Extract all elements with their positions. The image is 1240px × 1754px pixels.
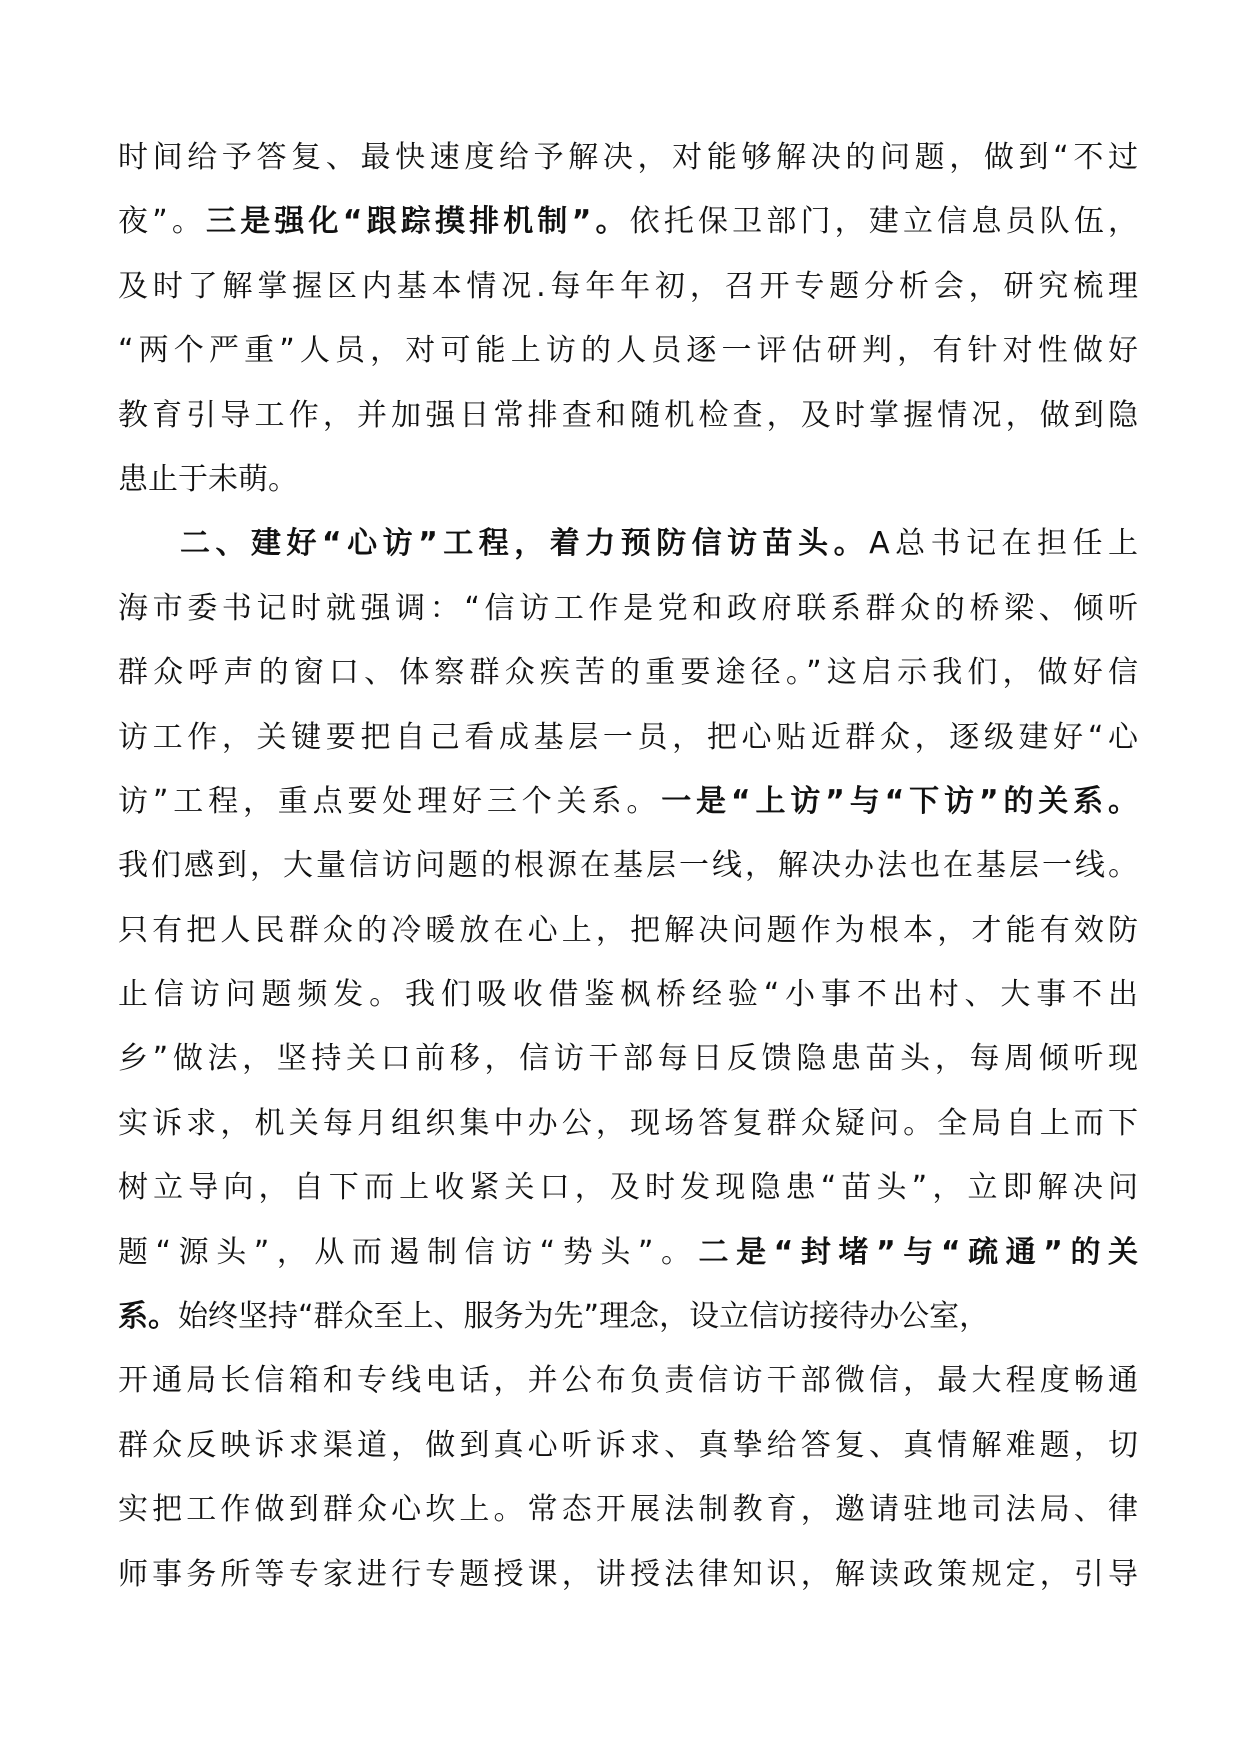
text-line-15 xyxy=(118,1027,1138,1091)
text-run: 止信访问题频发。我们吸收借鉴枫桥经验“小事不出村、大事不出 xyxy=(118,977,1138,1013)
text-line-23 xyxy=(118,1543,1138,1607)
text-run: 题“源头”，从而遏制信访“势头”。 xyxy=(118,1234,699,1270)
bold-heading-run: 一是“上访”与“下访”的关系。 xyxy=(661,783,1138,819)
text-run: 乡”做法，坚持关口前移，信访干部每日反馈隐患苗头，每周倾听现 xyxy=(118,1041,1138,1077)
text-line-10 xyxy=(118,706,1138,770)
text-run: 访工作，关键要把自己看成基层一员，把心贴近群众，逐级建好“心 xyxy=(118,719,1138,755)
text-run: 教育引导工作，并加强日常排查和随机检查，及时掌握情况，做到隐 xyxy=(118,397,1138,433)
text-line-11 xyxy=(118,770,1138,834)
text-run: 我们感到，大量信访问题的根源在基层一线，解决办法也在基层一线。 xyxy=(118,848,1138,884)
text-line-8 xyxy=(118,577,1138,641)
text-run: 患止于未萌。 xyxy=(118,461,298,497)
section-heading: 二、建好“心访”工程，着力预防信访苗头。 xyxy=(180,526,870,562)
text-line-7 xyxy=(118,512,1138,576)
text-run: 师事务所等专家进行专题授课，讲授法律知识，解读政策规定，引导 xyxy=(118,1556,1138,1592)
text-line-19 xyxy=(118,1285,1138,1349)
text-run: 夜”。 xyxy=(118,204,207,240)
text-run: 访”工程，重点要处理好三个关系。 xyxy=(118,783,662,819)
text-line-6 xyxy=(118,448,1138,512)
text-line-14 xyxy=(118,963,1138,1027)
text-run: A总书记在担任上 xyxy=(869,526,1138,562)
text-line-12 xyxy=(118,834,1138,898)
text-run: 及时了解掌握区内基本情况.每年年初，召开专题分析会，研究梳理 xyxy=(118,268,1138,304)
text-line-20 xyxy=(118,1349,1138,1413)
text-line-22 xyxy=(118,1478,1138,1542)
text-line-9 xyxy=(118,641,1138,705)
text-run: 只有把人民群众的冷暖放在心上，把解决问题作为根本，才能有效防 xyxy=(118,912,1138,948)
bold-heading-run: 三是强化“跟踪摸排机制”。 xyxy=(206,204,630,240)
text-run: 实把工作做到群众心坎上。常态开展法制教育，邀请驻地司法局、律 xyxy=(118,1492,1138,1528)
text-run: 依托保卫部门，建立信息员队伍， xyxy=(629,204,1138,240)
text-line-2 xyxy=(118,190,1138,254)
text-line-17 xyxy=(118,1156,1138,1220)
bold-heading-run: 二是“封堵”与“疏通”的关 xyxy=(698,1234,1138,1270)
text-line-5 xyxy=(118,384,1138,448)
text-run: 群众反映诉求渠道，做到真心听诉求、真挚给答复、真情解难题，切 xyxy=(118,1427,1138,1463)
text-run: 树立导向，自下而上收紧关口，及时发现隐患“苗头”，立即解决问 xyxy=(118,1170,1138,1206)
text-line-4 xyxy=(118,319,1138,383)
text-line-13 xyxy=(118,899,1138,963)
text-run: 始终坚持“群众至上、服务为先”理念，设立信访接待办公室， xyxy=(178,1299,990,1335)
text-run: 开通局长信箱和专线电话，并公布负责信访干部微信，最大程度畅通 xyxy=(118,1363,1138,1399)
document-body xyxy=(118,126,1138,1607)
text-run: 实诉求，机关每月组织集中办公，现场答复群众疑问。全局自上而下 xyxy=(118,1105,1138,1141)
text-line-18 xyxy=(118,1221,1138,1285)
text-line-1 xyxy=(118,126,1138,190)
text-line-21 xyxy=(118,1414,1138,1478)
text-run: 群众呼声的窗口、体察群众疾苦的重要途径。”这启示我们，做好信 xyxy=(118,655,1138,691)
text-line-16 xyxy=(118,1092,1138,1156)
text-run: “两个严重”人员，对可能上访的人员逐一评估研判，有针对性做好 xyxy=(118,333,1138,369)
text-run: 时间给予答复、最快速度给予解决，对能够解决的问题，做到“不过 xyxy=(118,140,1138,175)
text-run: 海市委书记时就强调：“信访工作是党和政府联系群众的桥梁、倾听 xyxy=(118,590,1138,626)
text-line-3 xyxy=(118,255,1138,319)
bold-heading-run: 系。 xyxy=(118,1299,178,1335)
